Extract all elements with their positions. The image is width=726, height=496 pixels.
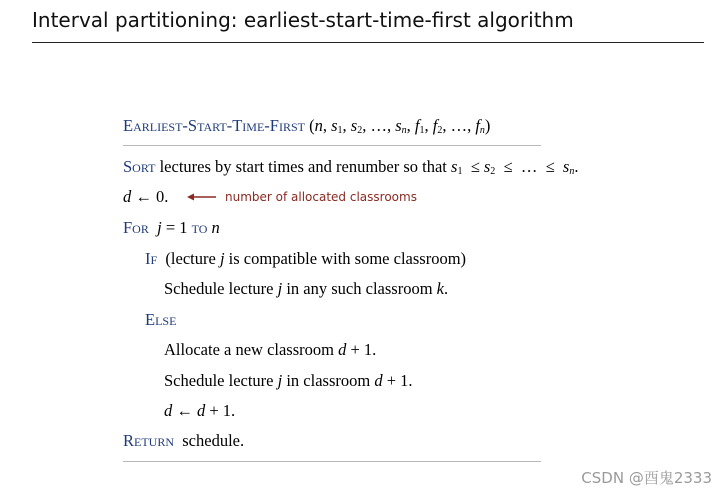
algorithm-header [123, 116, 490, 141]
annotation-text: number of allocated classrooms [225, 190, 417, 204]
algorithm-line-for: For j = 1 to n [123, 218, 220, 237]
footer-divider [123, 461, 541, 462]
algorithm-name: Earliest-Start-Time-First [123, 116, 305, 135]
algorithm-line-return: Return schedule. [123, 431, 245, 450]
algorithm-block [123, 0, 579, 496]
algorithm-line-if: If (lecture j is compatible with some classroom) [145, 249, 467, 268]
algorithm-line-schedule-existing: Schedule lecture j in any such classroom k. [164, 279, 449, 298]
left-arrow-icon [187, 192, 217, 202]
annotation [187, 190, 417, 204]
algorithm-line-sort: Sort lectures by start times and renumber so that $s_1 \le s_2$ ≤ … ≤ $s_n$. [123, 157, 579, 177]
algorithm-line-increment: d ← d + 1. [164, 401, 236, 420]
algorithm-line-schedule-new: Schedule lecture j in classroom d + 1. [164, 371, 413, 390]
slide-title: Interval partitioning: earliest-start-time-first algorithm [32, 8, 574, 32]
algorithm-line-init: d ← 0. [123, 187, 169, 206]
algorithm-line-allocate: Allocate a new classroom d + 1. [164, 340, 377, 359]
algorithm-params: (n, $s_1$, $s_2$, …, $s_n$, $f_1$, $f_2$, …, $f_n$) [309, 116, 491, 136]
watermark: CSDN @酉鬼2333 [581, 469, 712, 487]
algorithm-line-else: Else [145, 310, 177, 329]
header-divider [123, 145, 541, 146]
